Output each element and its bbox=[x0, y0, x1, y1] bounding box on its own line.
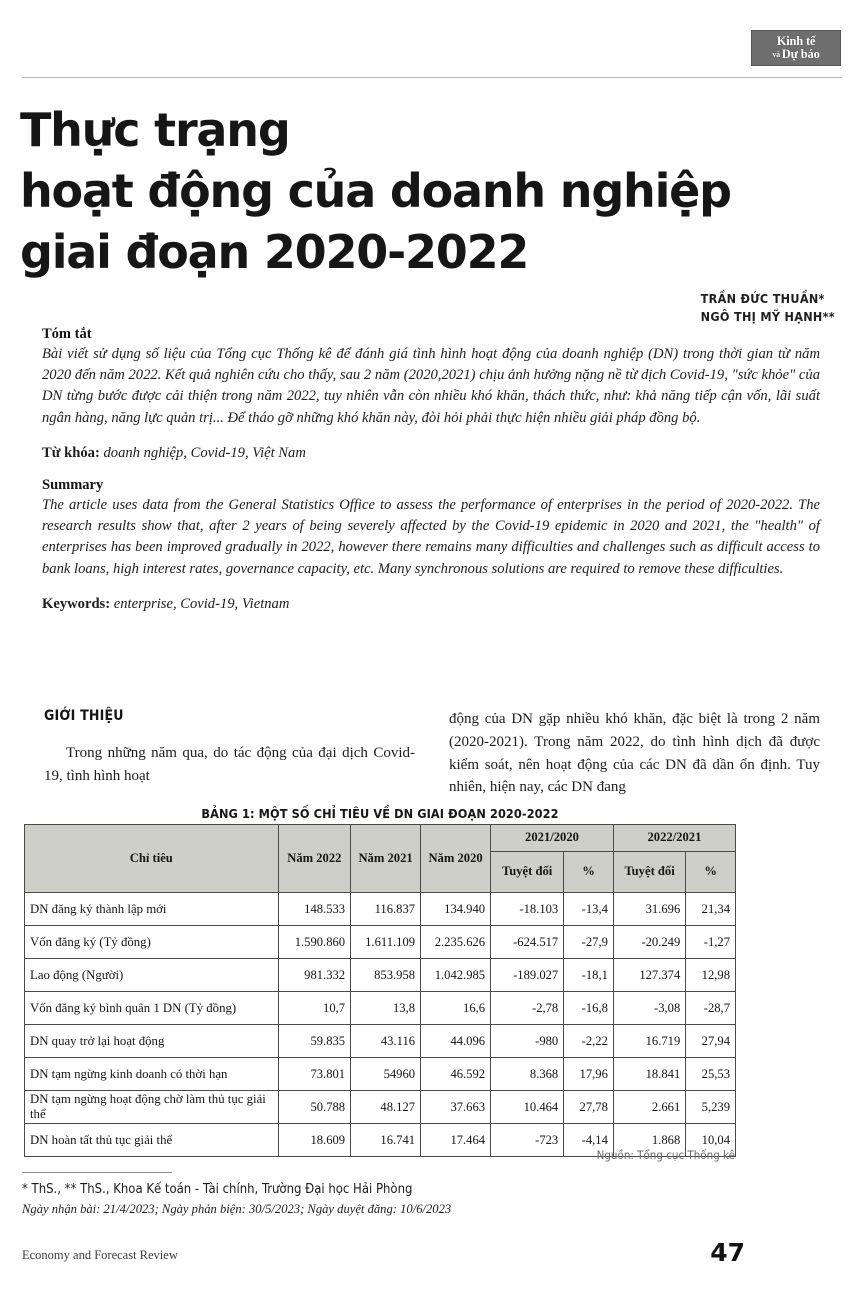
cell-abs2: 31.696 bbox=[613, 893, 685, 926]
col-header-year-2021: Năm 2021 bbox=[351, 825, 421, 893]
cell-indicator: DN quay trở lại hoạt động bbox=[25, 1025, 279, 1058]
cell-y2020: 2.235.626 bbox=[421, 926, 491, 959]
cell-indicator: DN hoàn tất thủ tục giải thể bbox=[25, 1124, 279, 1157]
table-row bbox=[25, 893, 736, 926]
body-paragraph-right: động của DN gặp nhiều khó khăn, đặc biệt là trong 2 năm (2020-2021). Trong năm 2022, do tình hình dịch đã được kiểm soát, nên hoạt động của các DN đã dần ổn định. Tuy nhiên, hiện nay, các DN đang bbox=[449, 711, 820, 796]
cell-pct2: -1,27 bbox=[686, 926, 736, 959]
keywords-vi bbox=[42, 445, 820, 462]
col-header-group-2022-2021: 2022/2021 bbox=[613, 825, 735, 852]
cell-y2022: 981.332 bbox=[278, 959, 350, 992]
cell-indicator: Lao động (Người) bbox=[25, 959, 279, 992]
cell-abs1: -624.517 bbox=[491, 926, 564, 959]
cell-y2020: 46.592 bbox=[421, 1058, 491, 1091]
cell-y2021: 16.741 bbox=[351, 1124, 421, 1157]
table-row bbox=[25, 992, 736, 1025]
col-header-abs-2022-2021: Tuyệt đối bbox=[613, 852, 685, 893]
cell-abs2: 127.374 bbox=[613, 959, 685, 992]
body-column-left bbox=[44, 708, 415, 799]
section-title-introduction: GIỚI THIỆU bbox=[44, 708, 124, 724]
author-byline bbox=[701, 290, 835, 326]
cell-pct1: -13,4 bbox=[564, 893, 614, 926]
cell-abs1: -980 bbox=[491, 1025, 564, 1058]
header-divider-rule bbox=[22, 77, 842, 78]
cell-abs2: 2.661 bbox=[613, 1091, 685, 1124]
col-header-pct-2022-2021: % bbox=[686, 852, 736, 893]
statistics-table bbox=[24, 824, 736, 1157]
cell-indicator: DN tạm ngừng kinh doanh có thời hạn bbox=[25, 1058, 279, 1091]
col-header-group-2021-2020: 2021/2020 bbox=[491, 825, 614, 852]
cell-pct1: -18,1 bbox=[564, 959, 614, 992]
cell-y2021: 54960 bbox=[351, 1058, 421, 1091]
table-row bbox=[25, 926, 736, 959]
cell-y2022: 148.533 bbox=[278, 893, 350, 926]
cell-pct2: -28,7 bbox=[686, 992, 736, 1025]
cell-pct2: 27,94 bbox=[686, 1025, 736, 1058]
cell-pct2: 5,239 bbox=[686, 1091, 736, 1124]
headline-line-2: hoạt động của doanh nghiệp bbox=[20, 164, 731, 219]
table-row bbox=[25, 1025, 736, 1058]
headline-line-3: giai đoạn 2020-2022 bbox=[20, 225, 529, 280]
abstract-en-heading: Summary bbox=[42, 476, 104, 493]
masthead-line-2-main: Dự báo bbox=[781, 47, 820, 61]
cell-y2022: 73.801 bbox=[278, 1058, 350, 1091]
keywords-en-label: Keywords: bbox=[42, 595, 111, 612]
cell-y2020: 134.940 bbox=[421, 893, 491, 926]
table-caption: BẢNG 1: MỘT SỐ CHỈ TIÊU VỀ DN GIAI ĐOẠN 2020-2022 bbox=[201, 806, 559, 821]
col-header-abs-2021-2020: Tuyệt đối bbox=[491, 852, 564, 893]
footer-page-number: 47 bbox=[710, 1238, 745, 1267]
cell-indicator: DN đăng ký thành lập mới bbox=[25, 893, 279, 926]
body-paragraph-left: Trong những năm qua, do tác động của đại dịch Covid-19, tình hình hoạt bbox=[44, 745, 415, 784]
abstract-section bbox=[42, 326, 820, 613]
cell-abs1: -18.103 bbox=[491, 893, 564, 926]
table-row bbox=[25, 1058, 736, 1091]
table-header-row-1 bbox=[25, 825, 736, 852]
footer-journal-name: Economy and Forecast Review bbox=[22, 1248, 178, 1262]
keywords-en bbox=[42, 596, 820, 613]
col-header-pct-2021-2020: % bbox=[564, 852, 614, 893]
abstract-en-body: The article uses data from the General Statistics Office to assess the performance of enterprises in the period of 2020-2022. The research results show that, after 2 years of being severely affected by the Covid-19 epidemic in 2020 and 2021, the "health" of enterprises has been improved gradually in 2022, however there remains many difficulties and challenges such as difficult access to bank loans, high interest rates, governance capacity, etc. Many synchronous solutions are required to remove these difficulties. bbox=[42, 496, 820, 577]
footnote-divider-rule bbox=[22, 1172, 172, 1173]
body-column-right bbox=[449, 708, 820, 799]
keywords-vi-value: doanh nghiệp, Covid-19, Việt Nam bbox=[103, 444, 306, 461]
cell-abs2: 16.719 bbox=[613, 1025, 685, 1058]
table-row bbox=[25, 959, 736, 992]
table-head bbox=[25, 825, 736, 893]
body-columns bbox=[44, 708, 820, 799]
keywords-en-value: enterprise, Covid-19, Vietnam bbox=[113, 595, 290, 612]
col-header-year-2020: Năm 2020 bbox=[421, 825, 491, 893]
cell-pct1: -2,22 bbox=[564, 1025, 614, 1058]
cell-pct1: -16,8 bbox=[564, 992, 614, 1025]
abstract-vi-heading: Tóm tắt bbox=[42, 326, 92, 342]
keywords-vi-label: Từ khóa: bbox=[42, 444, 100, 461]
cell-abs2: -3,08 bbox=[613, 992, 685, 1025]
author-name-1: TRẦN ĐỨC THUẦN* bbox=[700, 291, 825, 306]
cell-y2022: 1.590.860 bbox=[278, 926, 350, 959]
journal-masthead-logo bbox=[751, 30, 841, 66]
cell-pct2: 10,04 bbox=[686, 1124, 736, 1157]
cell-abs1: -2,78 bbox=[491, 992, 564, 1025]
author-name-2: NGÔ THỊ MỸ HẠNH** bbox=[700, 309, 835, 325]
cell-y2020: 44.096 bbox=[421, 1025, 491, 1058]
cell-pct1: -27,9 bbox=[564, 926, 614, 959]
masthead-line-1: Kinh tế bbox=[776, 34, 816, 49]
spacer-1 bbox=[42, 429, 820, 445]
cell-y2021: 116.837 bbox=[351, 893, 421, 926]
cell-y2021: 48.127 bbox=[351, 1091, 421, 1124]
cell-abs2: -20.249 bbox=[613, 926, 685, 959]
cell-indicator: Vốn đăng ký bình quân 1 DN (Tỷ đồng) bbox=[25, 992, 279, 1025]
cell-y2021: 13,8 bbox=[351, 992, 421, 1025]
footnote-affiliation: * ThS., ** ThS., Khoa Kế toán - Tài chính, Trường Đại học Hải Phòng bbox=[22, 1182, 413, 1197]
cell-pct1: 27,78 bbox=[564, 1091, 614, 1124]
cell-y2020: 1.042.985 bbox=[421, 959, 491, 992]
cell-abs1: 8.368 bbox=[491, 1058, 564, 1091]
table-body bbox=[25, 893, 736, 1157]
col-header-year-2022: Năm 2022 bbox=[278, 825, 350, 893]
abstract-vi-body: Bài viết sử dụng số liệu của Tổng cục Thống kê để đánh giá tình hình hoạt động của doanh nghiệp (DN) trong thời gian từ năm 2020 đến năm 2022. Kết quả nghiên cứu cho thấy, sau 2 năm (2020,2021) chịu ảnh hưởng nặng nề từ dịch Covid-19, "sức khỏe" của DN từng bước được cải thiện trong năm 2022, tuy nhiên vẫn còn nhiều khó khăn, thách thức, như: khả năng tiếp cận vốn, lãi suất ngân hàng, năng lực quản trị... Để tháo gỡ những khó khăn này, đòi hỏi phải thực hiện nhiều giải pháp đồng bộ. bbox=[42, 346, 820, 426]
col-header-indicator: Chỉ tiêu bbox=[25, 825, 279, 893]
cell-y2022: 50.788 bbox=[278, 1091, 350, 1124]
spacer-2 bbox=[42, 462, 820, 477]
cell-y2022: 18.609 bbox=[278, 1124, 350, 1157]
masthead-line-2-prefix: và bbox=[772, 50, 782, 59]
cell-y2021: 43.116 bbox=[351, 1025, 421, 1058]
cell-pct1: 17,96 bbox=[564, 1058, 614, 1091]
headline-line-1: Thực trạng bbox=[20, 103, 290, 157]
cell-y2022: 59.835 bbox=[278, 1025, 350, 1058]
cell-y2020: 17.464 bbox=[421, 1124, 491, 1157]
masthead-line-2 bbox=[772, 48, 819, 61]
footnote-block bbox=[22, 1180, 722, 1218]
cell-pct2: 12,98 bbox=[686, 959, 736, 992]
table-row bbox=[25, 1091, 736, 1124]
cell-y2021: 1.611.109 bbox=[351, 926, 421, 959]
cell-pct2: 25,53 bbox=[686, 1058, 736, 1091]
cell-pct1: -4,14 bbox=[564, 1124, 614, 1157]
cell-abs2: 1.868 bbox=[613, 1124, 685, 1157]
cell-y2022: 10,7 bbox=[278, 992, 350, 1025]
cell-y2020: 16,6 bbox=[421, 992, 491, 1025]
cell-y2020: 37.663 bbox=[421, 1091, 491, 1124]
table-source-note: Nguồn: Tổng cục Thống kê bbox=[596, 1148, 735, 1162]
cell-indicator: DN tạm ngừng hoạt động chờ làm thủ tục giải thể bbox=[25, 1091, 279, 1124]
article-headline bbox=[20, 100, 760, 284]
cell-abs1: -189.027 bbox=[491, 959, 564, 992]
cell-indicator: Vốn đăng ký (Tỷ đồng) bbox=[25, 926, 279, 959]
spacer-3 bbox=[42, 580, 820, 596]
cell-pct2: 21,34 bbox=[686, 893, 736, 926]
cell-abs2: 18.841 bbox=[613, 1058, 685, 1091]
cell-abs1: -723 bbox=[491, 1124, 564, 1157]
cell-abs1: 10.464 bbox=[491, 1091, 564, 1124]
footnote-dates: Ngày nhận bài: 21/4/2023; Ngày phản biện: 30/5/2023; Ngày duyệt đăng: 10/6/2023 bbox=[22, 1201, 452, 1216]
cell-y2021: 853.958 bbox=[351, 959, 421, 992]
